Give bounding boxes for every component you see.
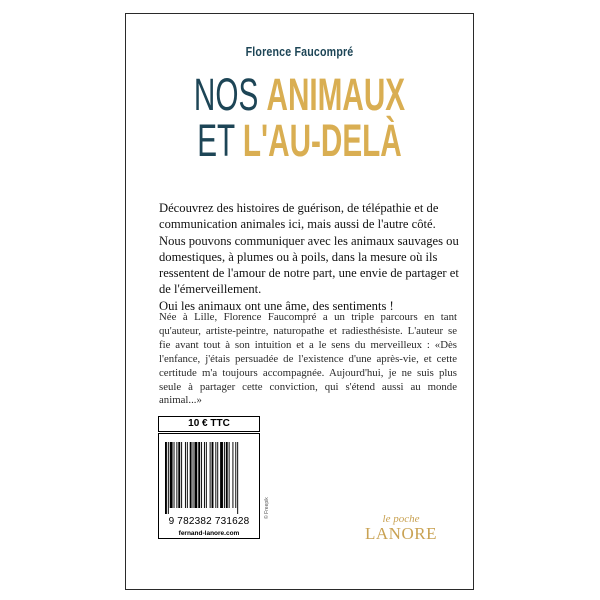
- barcode-bar: [226, 442, 228, 508]
- barcode-bar: [185, 442, 186, 508]
- publisher-website: fernand-lanore.com: [178, 530, 240, 537]
- barcode-bar: [190, 442, 192, 508]
- barcode-bar: [215, 442, 216, 508]
- author-name: Florence Faucompré: [245, 44, 354, 59]
- title-line-1: [185, 69, 414, 120]
- blurb-paragraph-2: Oui les animaux ont une âme, des sentiments !: [159, 298, 394, 313]
- title-word-animaux: ANIMAUX: [266, 69, 406, 120]
- barcode-bar: [168, 442, 169, 514]
- barcode-bar: [232, 442, 233, 508]
- book-back-cover: [125, 13, 474, 590]
- price-label: 10 € TTC: [158, 416, 260, 432]
- barcode-bar: [212, 442, 214, 508]
- barcode-bar: [206, 442, 207, 508]
- barcode-bar: [201, 442, 202, 508]
- blurb-paragraph-1: Découvrez des histoires de guérison, de télépathie et de communication animales ici, mais aussi de l'autre côté. Nous pouvons communiquer avec les animaux sauvages ou domestiques, à plumes ou à poils, dans la mesure où ils ressentent de l'amour de notre part, une envie de partager et de l'émerveillement.: [159, 201, 459, 297]
- barcode-bar: [229, 442, 230, 508]
- barcode-bar: [170, 442, 173, 508]
- barcode-bar: [204, 442, 205, 508]
- barcode-bar: [193, 442, 194, 508]
- barcode: [165, 442, 253, 514]
- barcode-bar: [237, 442, 238, 514]
- blurb: [159, 200, 459, 314]
- publisher-collection: le poche: [382, 513, 420, 525]
- barcode-bar: [187, 442, 188, 508]
- isbn-number: 9 782382 731628: [168, 516, 250, 527]
- barcode-bar: [178, 442, 180, 508]
- title-line-2: [185, 115, 414, 166]
- publisher-logo: [356, 514, 446, 543]
- barcode-bar: [220, 442, 223, 508]
- image-credit: © Freepik: [264, 497, 270, 519]
- barcode-bar: [210, 442, 211, 508]
- title-word-et: ET: [197, 115, 243, 166]
- barcode-bar: [217, 442, 218, 508]
- barcode-bar: [198, 442, 200, 508]
- author-bio: Née à Lille, Florence Faucompré a un triple parcours en tant qu'auteur, artiste-peintre, naturopathe et radiesthésiste. L'auteur se fie avant tout à son intuition et a le sens du merveilleux : «Dès l'enfance, j'étais persuadée de l'existence d'une après-vie, et cette certitude m'a toujours accompagnée. Aujourd'hui, je ne suis plus seule à partager cette conviction, qui s'étend aussi au monde animal...»: [159, 311, 457, 407]
- barcode-box: [158, 433, 260, 539]
- barcode-bar: [165, 442, 167, 514]
- title-word-au-dela: L'AU-DELÀ: [242, 115, 402, 166]
- barcode-bar: [235, 442, 236, 508]
- barcode-bar: [194, 442, 197, 508]
- barcode-bar: [181, 442, 182, 508]
- book-title: [185, 69, 414, 166]
- title-word-nos: NOS: [193, 69, 267, 120]
- barcode-bar: [174, 442, 175, 508]
- publisher-name: LANORE: [365, 524, 437, 543]
- barcode-bar: [176, 442, 177, 508]
- barcode-bar: [224, 442, 225, 508]
